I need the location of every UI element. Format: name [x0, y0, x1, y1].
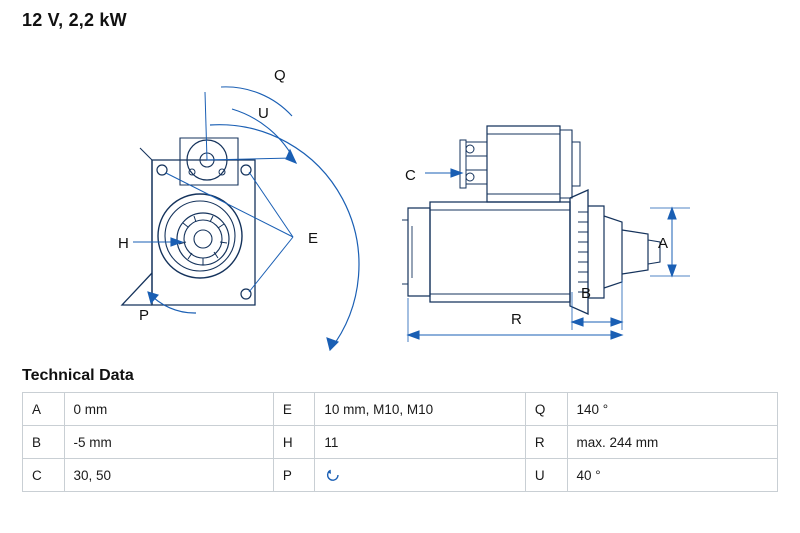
- table-row: [23, 393, 778, 426]
- drawing-label-P: P: [139, 307, 150, 324]
- drawing-label-Q: Q: [274, 67, 286, 84]
- row-value-b: -5 mm: [64, 426, 273, 459]
- row-key-e: E: [273, 393, 315, 426]
- row-value-h: 11: [315, 426, 526, 459]
- row-value-r: max. 244 mm: [567, 426, 777, 459]
- row-key-r: R: [525, 426, 567, 459]
- starter-motor-drawing: [0, 30, 800, 360]
- drawing-label-A: A: [658, 235, 669, 252]
- drawing-label-U: U: [258, 105, 269, 122]
- row-value-c: 30, 50: [64, 459, 273, 492]
- row-value-q: 140 °: [567, 393, 777, 426]
- drawing-label-B: B: [581, 285, 592, 302]
- table-row: [23, 459, 778, 492]
- row-value-a: 0 mm: [64, 393, 273, 426]
- row-key-u: U: [525, 459, 567, 492]
- row-value-e: 10 mm, M10, M10: [315, 393, 526, 426]
- row-value-u: 40 °: [567, 459, 777, 492]
- page-title: 12 V, 2,2 kW: [22, 10, 127, 30]
- drawing-label-C: C: [405, 167, 416, 184]
- technical-data-table: [22, 392, 778, 492]
- drawing-label-E: E: [308, 230, 319, 247]
- row-key-h: H: [273, 426, 315, 459]
- row-key-a: A: [23, 393, 65, 426]
- technical-data-heading: Technical Data: [22, 367, 134, 384]
- drawing-label-R: R: [511, 311, 522, 328]
- row-key-c: C: [23, 459, 65, 492]
- rotation-arrow-icon: [324, 466, 342, 484]
- table-row: [23, 426, 778, 459]
- row-key-q: Q: [525, 393, 567, 426]
- row-key-b: B: [23, 426, 65, 459]
- row-key-p: P: [273, 459, 315, 492]
- row-value-p: [315, 459, 526, 492]
- drawing-label-H: H: [118, 235, 129, 252]
